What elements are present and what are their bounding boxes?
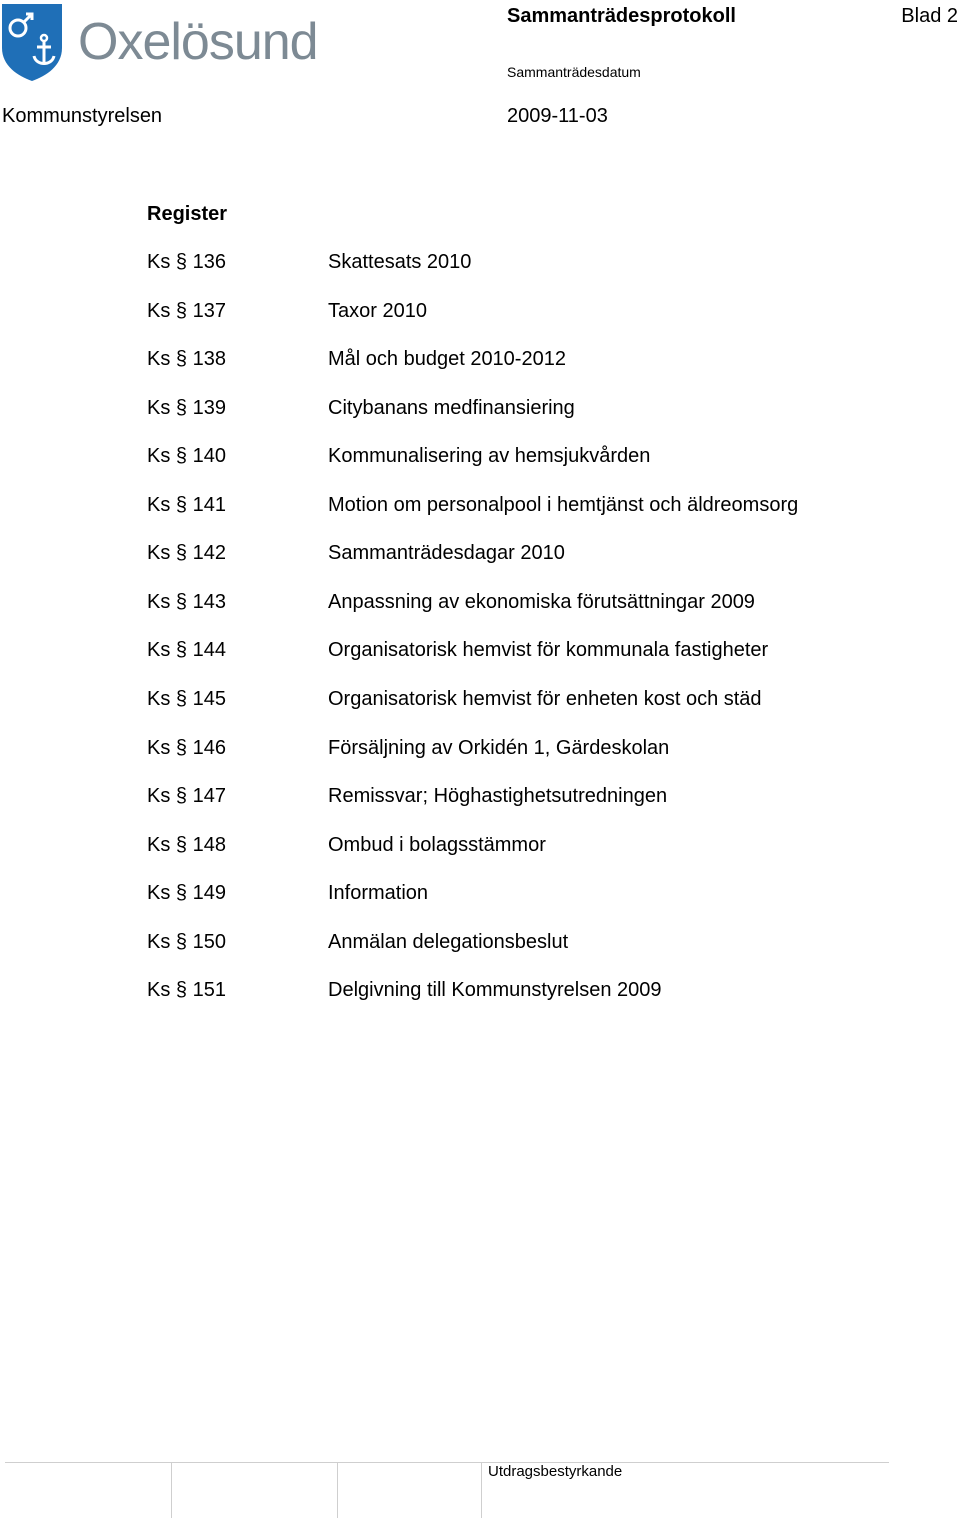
item-subject: Remissvar; Höghastighetsutredningen	[328, 785, 668, 807]
governing-body: Kommunstyrelsen	[2, 105, 163, 127]
paragraph-number: Ks § 138	[147, 348, 226, 370]
item-subject: Skattesats 2010	[328, 251, 472, 273]
item-subject: Information	[328, 882, 429, 904]
paragraph-number: Ks § 143	[147, 591, 226, 613]
paragraph-number: Ks § 140	[147, 445, 226, 467]
paragraph-number: Ks § 139	[147, 397, 226, 419]
item-subject: Mål och budget 2010-2012	[328, 348, 566, 370]
item-subject: Anpassning av ekonomiska förutsättningar 2009	[328, 591, 755, 613]
meeting-date: 2009-11-03	[507, 105, 608, 127]
item-subject: Motion om personalpool i hemtjänst och äldreomsorg	[328, 494, 799, 516]
paragraph-number: Ks § 151	[147, 979, 226, 1001]
item-subject: Ombud i bolagsstämmor	[328, 834, 546, 856]
paragraph-number: Ks § 137	[147, 300, 226, 322]
item-subject: Organisatorisk hemvist för kommunala fastigheter	[328, 639, 769, 661]
document-title: Sammanträdesprotokoll	[507, 5, 736, 27]
signature-box-divider	[171, 1462, 172, 1518]
paragraph-number: Ks § 145	[147, 688, 226, 710]
paragraph-number: Ks § 149	[147, 882, 226, 904]
item-subject: Sammanträdesdagar 2010	[328, 542, 565, 564]
paragraph-number: Ks § 136	[147, 251, 226, 273]
item-subject: Taxor 2010	[328, 300, 427, 322]
paragraph-number: Ks § 142	[147, 542, 226, 564]
paragraph-number: Ks § 144	[147, 639, 226, 661]
certification-label: Utdragsbestyrkande	[488, 1463, 623, 1480]
signature-box-divider	[481, 1462, 482, 1518]
page-number: Blad 2	[901, 5, 958, 27]
item-subject: Försäljning av Orkidén 1, Gärdeskolan	[328, 737, 670, 759]
item-subject: Delgivning till Kommunstyrelsen 2009	[328, 979, 662, 1001]
paragraph-number: Ks § 150	[147, 931, 226, 953]
item-subject: Organisatorisk hemvist för enheten kost och städ	[328, 688, 762, 710]
footer-divider	[5, 1462, 889, 1463]
item-subject: Anmälan delegationsbeslut	[328, 931, 569, 953]
coat-of-arms-icon	[0, 2, 64, 82]
municipality-logo	[0, 2, 345, 82]
item-subject: Kommunalisering av hemsjukvården	[328, 445, 651, 467]
paragraph-number: Ks § 148	[147, 834, 226, 856]
paragraph-number: Ks § 141	[147, 494, 226, 516]
paragraph-number: Ks § 146	[147, 737, 226, 759]
register-heading: Register	[147, 203, 228, 225]
item-subject: Citybanans medfinansiering	[328, 397, 575, 419]
paragraph-number: Ks § 147	[147, 785, 226, 807]
logo-wordmark: Oxelösund	[78, 13, 318, 71]
meeting-date-label: Sammanträdesdatum	[507, 64, 641, 80]
signature-box-divider	[337, 1462, 338, 1518]
